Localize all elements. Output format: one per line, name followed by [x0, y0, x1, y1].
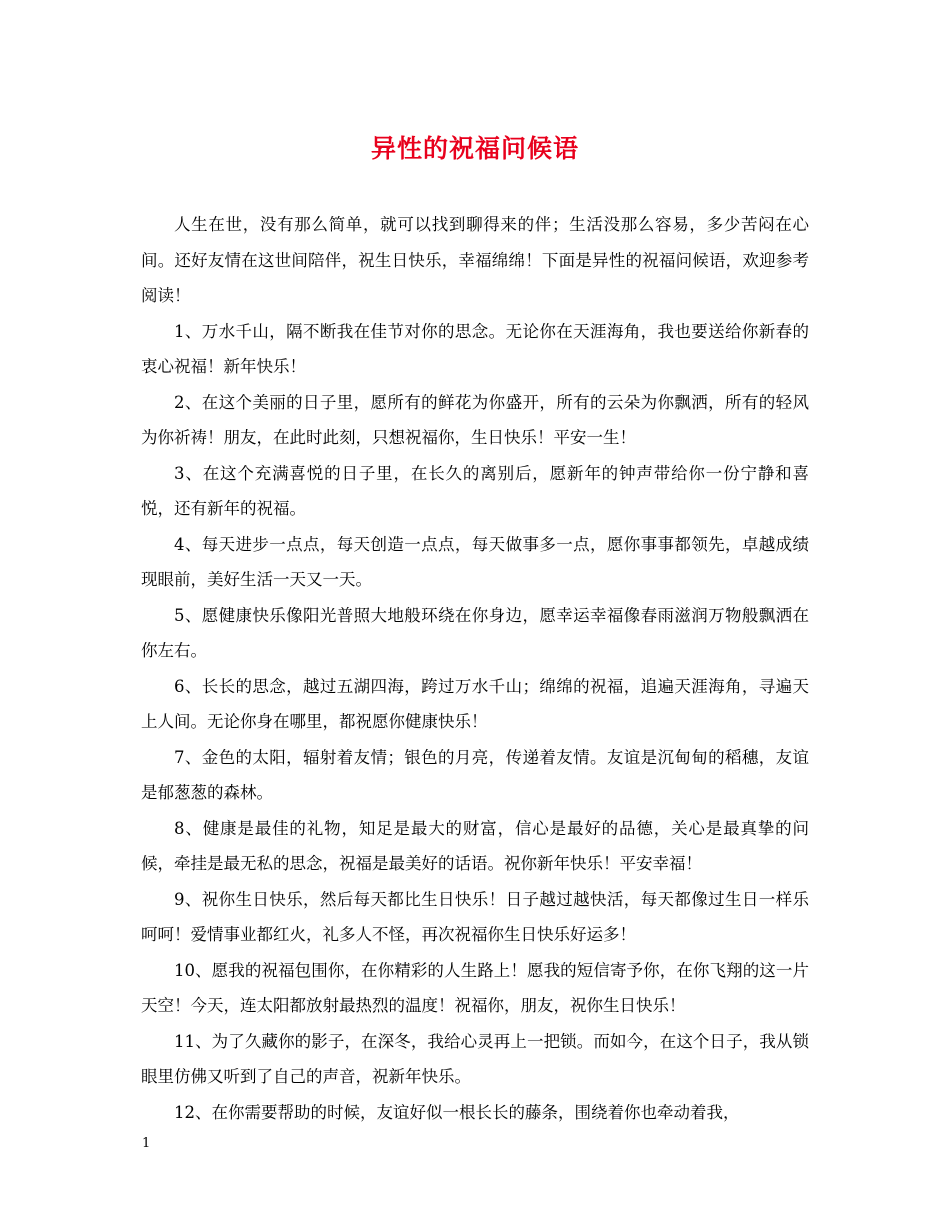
paragraph-item-11: 11、为了久藏你的影子，在深冬，我给心灵再上一把锁。而如今，在这个日子，我从锁眼里仿佛又听到了自己的声音，祝新年快乐。: [141, 1031, 809, 1086]
paragraph-item-6: 6、长长的思念，越过五湖四海，跨过万水千山；绵绵的祝福，追遍天涯海角，寻遍天上人间。无论你身在哪里，都祝愿你健康快乐！: [141, 676, 809, 731]
page-number: 1: [142, 1136, 151, 1151]
document-body: [141, 207, 809, 1130]
document-title: 异性的祝福问候语: [370, 134, 579, 163]
paragraph-item-9: 9、祝你生日快乐，然后每天都比生日快乐！日子越过越快活，每天都像过生日一样乐呵呵！爱情事业都红火，礼多人不怪，再次祝福你生日快乐好运多！: [141, 889, 809, 944]
paragraph-item-12: 12、在你需要帮助的时候，友谊好似一根长长的藤条，围绕着你也牵动着我，: [174, 1102, 740, 1122]
paragraph-item-7: 7、金色的太阳，辐射着友情；银色的月亮，传递着友情。友谊是沉甸甸的稻穗，友谊是郁葱葱的森林。: [141, 747, 809, 802]
paragraph-item-2: 2、在这个美丽的日子里，愿所有的鲜花为你盛开，所有的云朵为你飘洒，所有的轻风为你祈祷！朋友，在此时此刻，只想祝福你，生日快乐！平安一生！: [141, 392, 809, 447]
paragraph-item-8: 8、健康是最佳的礼物，知足是最大的财富，信心是最好的品德，关心是最真挚的问候，牵挂是最无私的思念，祝福是最美好的话语。祝你新年快乐！平安幸福！: [141, 818, 809, 873]
paragraph-item-5: 5、愿健康快乐像阳光普照大地般环绕在你身边，愿幸运幸福像春雨滋润万物般飘洒在你左右。: [141, 605, 809, 660]
paragraph-item-1: 1、万水千山，隔不断我在佳节对你的思念。无论你在天涯海角，我也要送给你新春的衷心祝福！新年快乐！: [141, 321, 809, 376]
paragraph-intro: 人生在世，没有那么简单，就可以找到聊得来的伴；生活没那么容易，多少苦闷在心间。还好友情在这世间陪伴，祝生日快乐，幸福绵绵！下面是异性的祝福问候语，欢迎参考阅读！: [141, 215, 809, 305]
paragraph-item-3: 3、在这个充满喜悦的日子里，在长久的离别后，愿新年的钟声带给你一份宁静和喜悦，还有新年的祝福。: [141, 463, 809, 518]
paragraph-item-4: 4、每天进步一点点，每天创造一点点，每天做事多一点，愿你事事都领先，卓越成绩现眼前，美好生活一天又一天。: [141, 534, 809, 589]
paragraph-item-10: 10、愿我的祝福包围你，在你精彩的人生路上！愿我的短信寄予你，在你飞翔的这一片天空！今天，连太阳都放射最热烈的温度！祝福你，朋友，祝你生日快乐！: [141, 960, 809, 1015]
